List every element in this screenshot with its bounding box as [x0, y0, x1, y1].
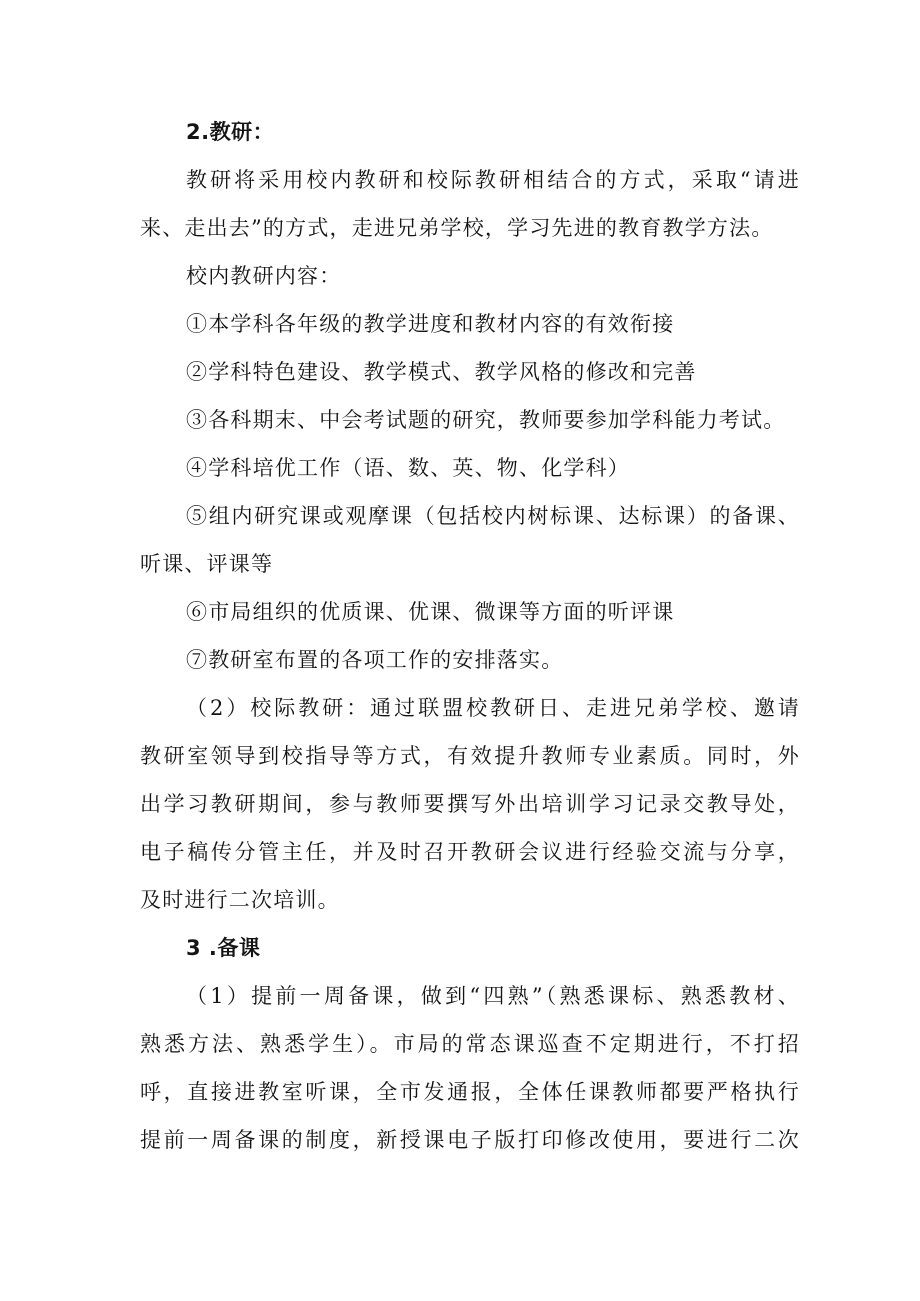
paragraph-line: 教研将采用校内教研和校际教研相结合的方式，采取“请进	[186, 168, 800, 192]
paragraph-line: （1）提前一周备课，做到“四熟”（熟悉课标、熟悉教材、	[186, 984, 800, 1008]
list-item: ①本学科各年级的教学进度和教材内容的有效衔接	[186, 312, 675, 336]
paragraph-line: 提前一周备课的制度，新授课电子版打印修改使用，要进行二次	[140, 1128, 800, 1152]
paragraph-line: （2）校际教研：通过联盟校教研日、走进兄弟学校、邀请	[186, 696, 800, 720]
list-item: ②学科特色建设、教学模式、教学风格的修改和完善	[186, 360, 697, 384]
paragraph-line: 校内教研内容：	[186, 264, 342, 288]
list-item: ⑤组内研究课或观摩课（包括校内树标课、达标课）的备课、	[186, 504, 800, 528]
section-heading-lesson-prep: 3 .备课	[186, 936, 261, 960]
paragraph-line: 来、走出去”的方式，走进兄弟学校，学习先进的教育教学方法。	[140, 216, 774, 240]
paragraph-line: 电子稿传分管主任，并及时召开教研会议进行经验交流与分享，	[140, 840, 800, 864]
list-item-continuation: 听课、评课等	[140, 552, 274, 576]
section-heading-teaching-research: 2.教研：	[186, 120, 275, 144]
list-item: ④学科培优工作（语、数、英、物、化学科）	[186, 456, 630, 480]
paragraph-line: 呼，直接进教室听课，全市发通报，全体任课教师都要严格执行	[140, 1080, 800, 1104]
paragraph-line: 熟悉方法、熟悉学生）。市局的常态课巡查不定期进行，不打招	[140, 1032, 800, 1056]
list-item: ⑦教研室布置的各项工作的安排落实。	[186, 648, 564, 672]
paragraph-line: 出学习教研期间，参与教师要撰写外出培训学习记录交教导处，	[140, 792, 800, 816]
list-item: ③各科期末、中会考试题的研究，教师要参加学科能力考试。	[186, 408, 786, 432]
paragraph-line: 及时进行二次培训。	[140, 888, 340, 912]
paragraph-line: 教研室领导到校指导等方式，有效提升教师专业素质。同时，外	[140, 744, 800, 768]
list-item: ⑥市局组织的优质课、优课、微课等方面的听评课	[186, 600, 675, 624]
